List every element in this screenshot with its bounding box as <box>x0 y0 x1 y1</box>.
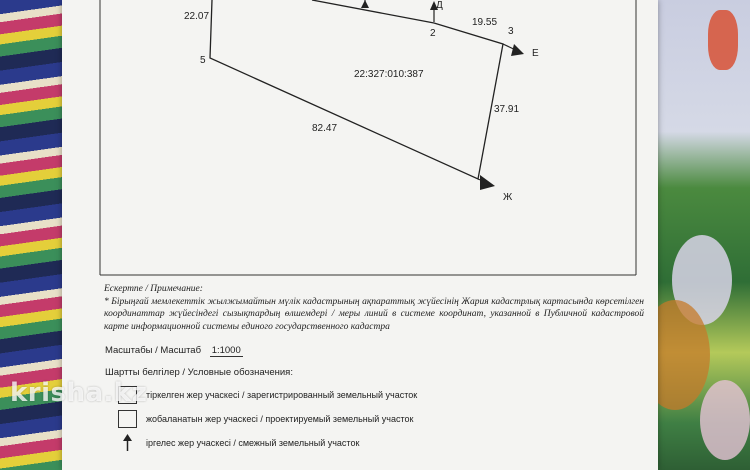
side-length-top-right: 19.55 <box>472 17 498 28</box>
legend-item <box>118 386 417 404</box>
background-red-object <box>708 10 738 70</box>
background-flower <box>700 380 750 460</box>
neighbor-arrow-icon <box>503 44 524 56</box>
side-length-top-left: 22.07 <box>184 11 210 22</box>
watermark-text: krisha.kz <box>10 378 148 408</box>
cadastral-plan-sheet <box>62 0 658 470</box>
legend-item <box>118 434 359 452</box>
projected-parcel-symbol-icon <box>118 410 137 428</box>
footnote-text: * Бірыңғай мемлекеттік жылжымайтын мүлік кадастрының ақпараттық жүйесінің Жария кадастрлық картасында көрсетілген координаттар жүйесіндегі сызықтардың өлшемдері / меры линий в системе координат, указанной в Публичной кадастровой карте информационной системы единого государственного кадастра <box>104 296 644 332</box>
vertex-label-5: 5 <box>200 55 206 66</box>
side-length-right: 37.91 <box>494 104 520 115</box>
neighbor-label-top: Д <box>436 0 443 11</box>
parcel-boundary <box>210 0 503 179</box>
legend-title: Шартты белгілер / Условные обозначения: <box>105 367 293 378</box>
neighbor-arrow-icon <box>478 175 495 190</box>
neighbor-label-bottom-right: Ж <box>503 192 513 203</box>
legend-item <box>118 410 413 428</box>
scale-line <box>105 345 243 356</box>
legend-item-label: жобаланатын жер учаскесі / проектируемый земельный участок <box>146 414 414 424</box>
vertex-label-3: 3 <box>508 26 514 37</box>
neighbor-arrow-icon <box>361 0 369 8</box>
legend-item-label: тіркелген жер учаскесі / зарегистрированный земельный участок <box>146 390 418 400</box>
parcel-cadastral-number: 22:327:010:387 <box>354 69 424 80</box>
neighbor-label-right: Е <box>532 48 539 59</box>
parcel-plan-drawing <box>62 0 658 290</box>
legend-item-label: іргелес жер учаскесі / смежный земельный участок <box>146 438 360 448</box>
scale-label: Масштабы / Масштаб <box>105 345 202 356</box>
side-length-bottom: 82.47 <box>312 123 338 134</box>
vertex-label-2: 2 <box>430 28 436 39</box>
scale-value: 1:1000 <box>211 345 241 356</box>
footnote-title: Ескертпе / Примечание: <box>104 284 203 294</box>
adjacent-parcel-arrow-icon <box>118 434 137 452</box>
footnote-block <box>104 283 644 333</box>
